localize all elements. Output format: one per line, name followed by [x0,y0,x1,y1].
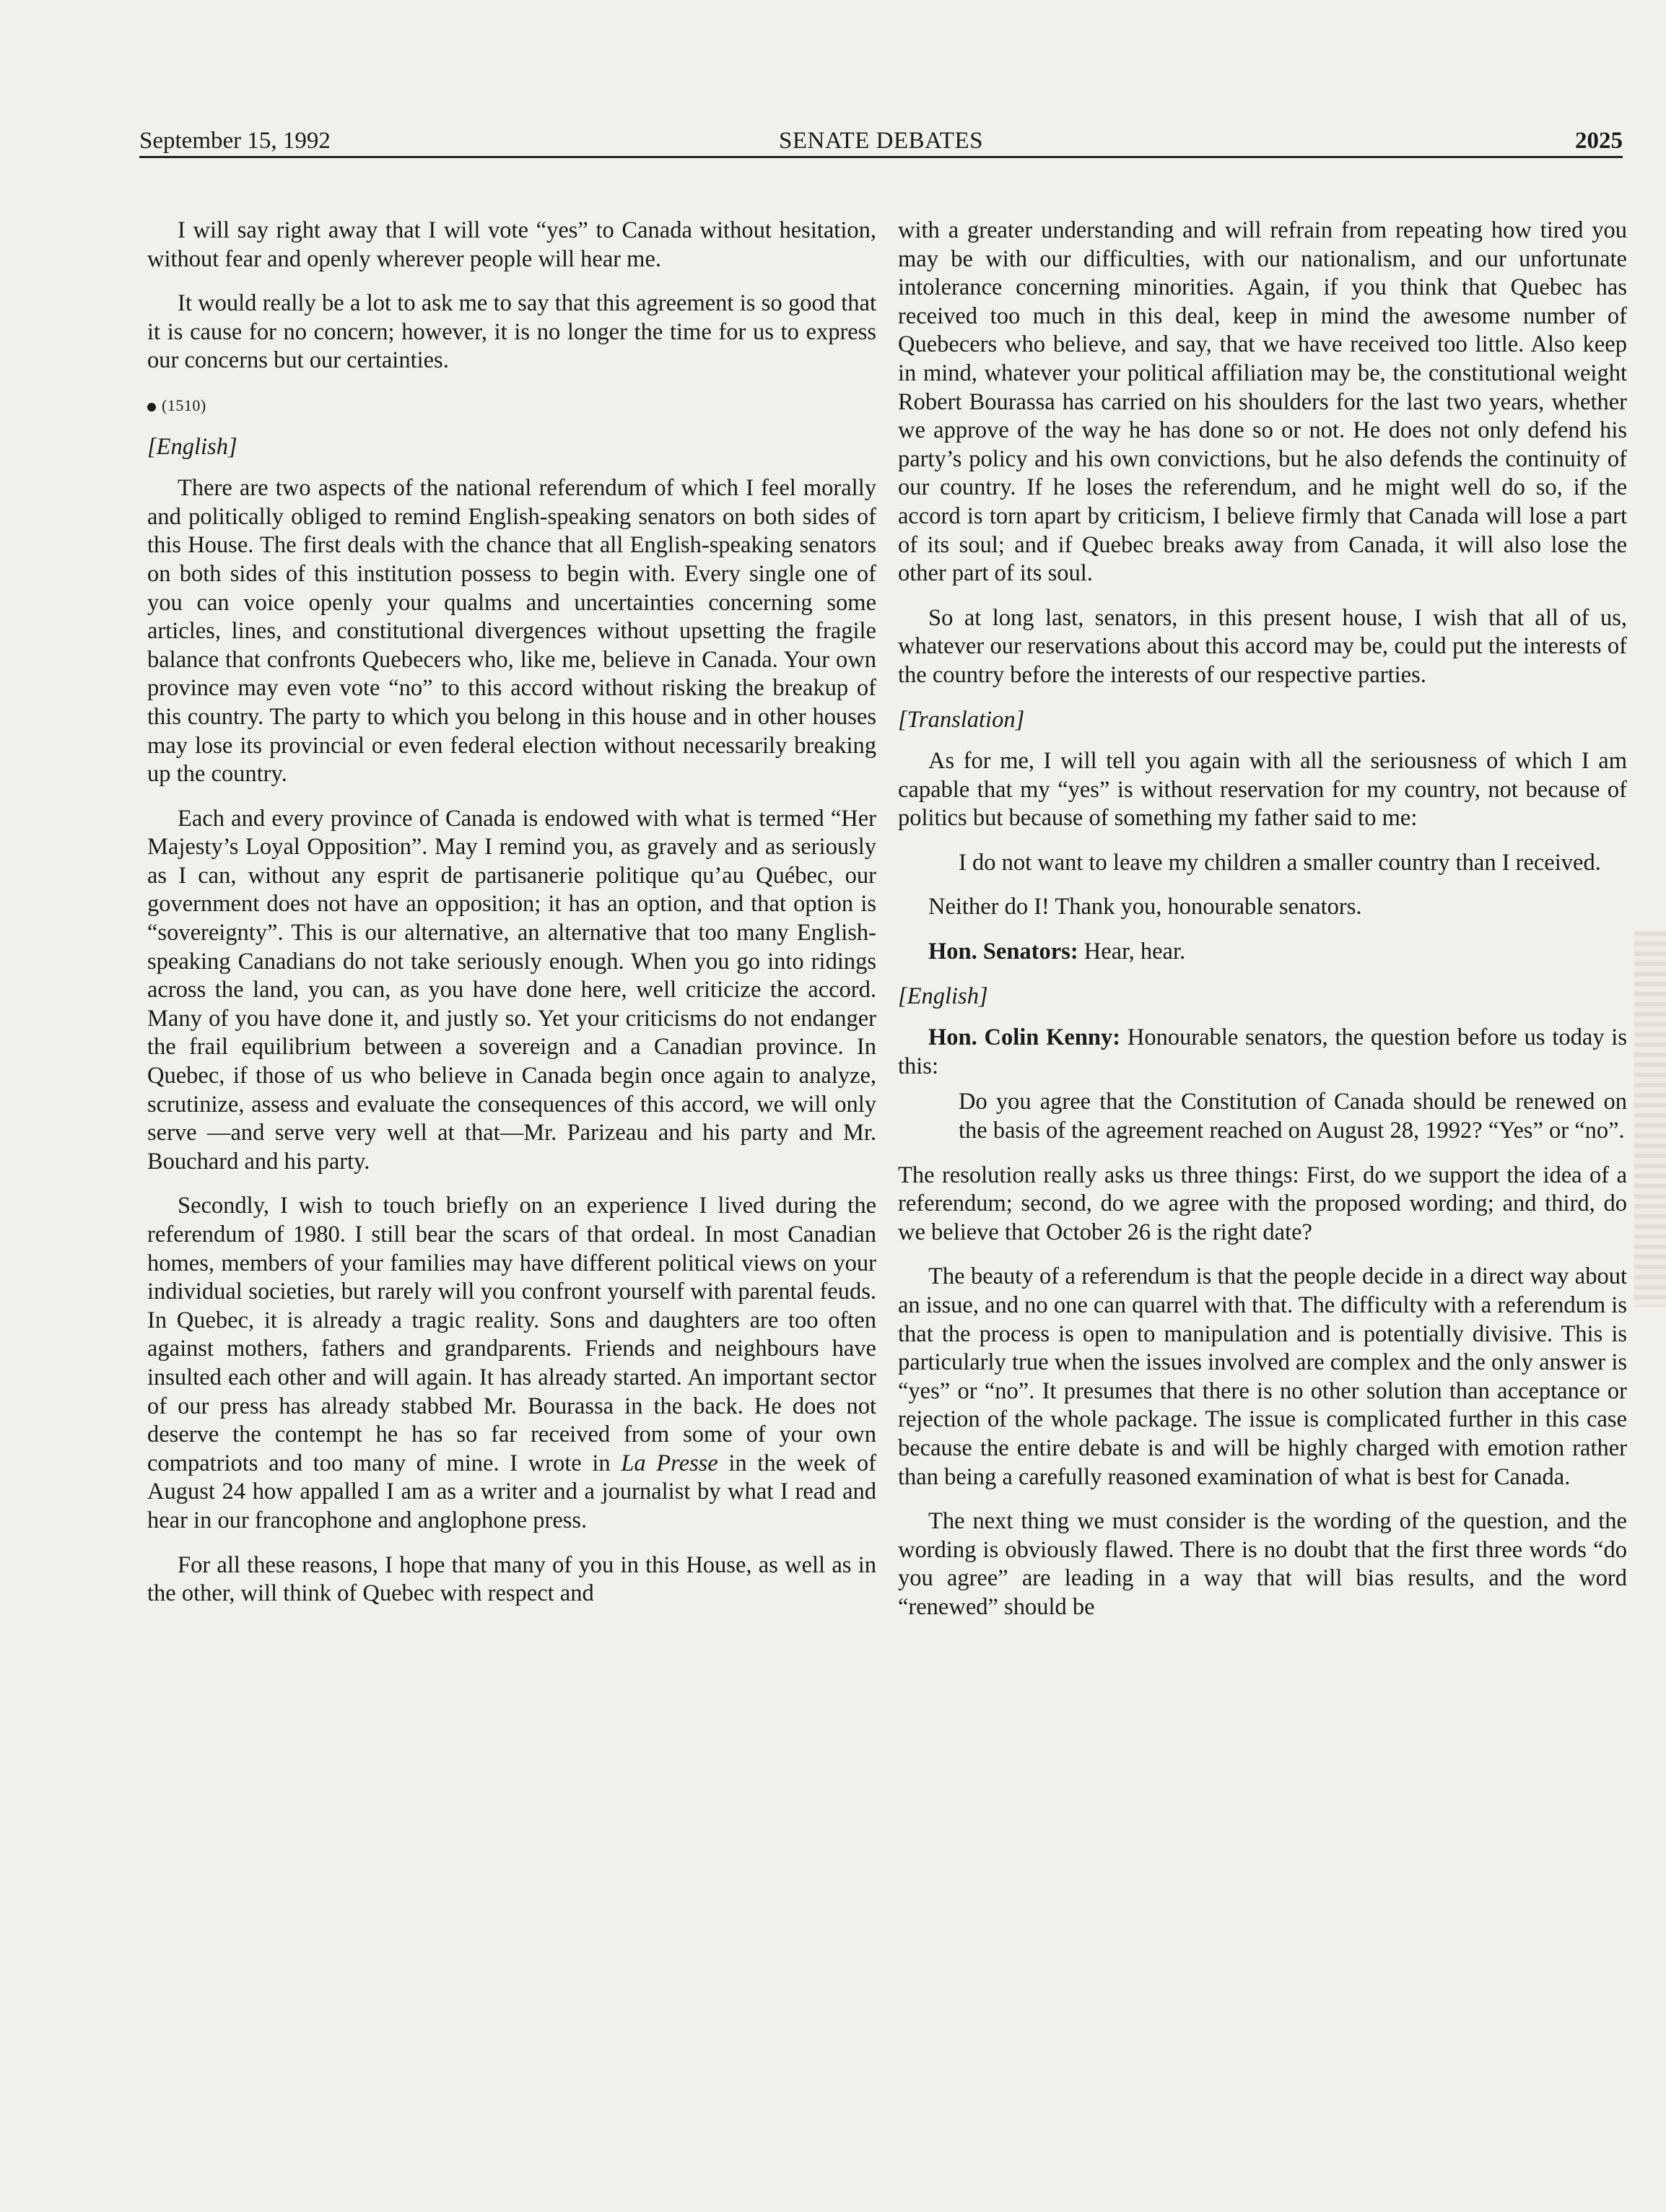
paragraph: For all these reasons, I hope that many of you in this House, as well as in the other, will think of Quebec with respect and [147,1551,876,1607]
block-quote: Do you agree that the Constitution of Canada should be renewed on the basis of the agreement reached on August 28, 1992? “Yes” or “no”. [959,1089,1627,1144]
speaker-name: Hon. Colin Kenny: [928,1024,1121,1051]
speaker-line [898,1024,1627,1081]
language-tag: [English] [147,433,237,460]
publication-name: La Presse [621,1450,718,1476]
header-rule [139,156,1623,158]
time-marker [147,391,876,420]
page-header [139,124,1623,157]
block-quote: I do not want to leave my children a smaller country than I received. [959,849,1601,876]
paragraph: As for me, I will tell you again with all the seriousness of which I am capable that my “yes” is without reservation for my country, not because of politics but because of something my father said to me: [898,748,1627,832]
paragraph: The next thing we must consider is the wording of the question, and the wording is obviously flawed. There is no doubt that the first three words “do you agree” are leading in a way that will bias results, and the word “renewed” should be [898,1508,1627,1620]
page-number: 2025 [1575,128,1623,154]
speaker-text: Honourable senators, the question before us today is this: [898,1024,1627,1079]
binding-edge [1634,931,1666,1307]
speaker-name: Hon. Senators: [928,939,1078,965]
paragraph: The resolution really asks us three things: First, do we support the idea of a referendum; second, do we agree with the proposed wording; and third, do we believe that October 26 is the right date? [898,1162,1627,1245]
language-tag: [Translation] [898,706,1025,733]
paragraph: The beauty of a referendum is that the people decide in a direct way about an issue, and no one can quarrel with that. The difficulty with a referendum is that the process is open to manipulation and is potentially divisive. This is particularly true when the issues involved are complex and the only answer is “yes” or “no”. It presumes that there is no other solution than acceptance or rejection of the whole package. The issue is complicated further in this case because the entire debate is and will be highly charged with emotion rather than being a carefully reasoned examination of what is best for Canada. [898,1263,1627,1490]
paragraph: So at long last, senators, in this present house, I wish that all of us, whatever our reservations about this accord may be, could put the interests of the country before the interests of our respective parties. [898,604,1627,688]
paragraph: It would really be a lot to ask me to say that this agreement is so good that it is cause for no concern; however, it is no longer the time for us to express our concerns but our certainties. [147,290,876,374]
paragraph: with a greater understanding and will refrain from repeating how tired you may be with our difficulties, with our nationalism, and our unfortunate intolerance concerning minorities. Again, if you think that Quebec has received too much in this deal, keep in mind the awesome number of Quebecers who believe, and say, that we have received too little. Also keep in mind, whatever your political affiliation may be, the constitutional weight Robert Bourassa has carried on his shoulders for the last two years, whether we approve of the way he has done so or not. He does not only defend his party’s policy and his own convictions, but he also defends the continuity of our country. If he loses the referendum, and he might well do so, if the accord is torn apart by criticism, I believe firmly that Canada will lose a part of its soul; and if Quebec breaks away from Canada, it will also lose the other part of its soul. [898,217,1627,587]
speaker-line [898,938,1627,967]
language-tag: [English] [898,983,988,1009]
left-column [147,217,876,1624]
paragraph: I will say right away that I will vote “yes” to Canada without hesitation, without fear and openly wherever people will hear me. [147,217,876,272]
right-column [898,217,1627,1638]
bullet-icon [147,403,156,412]
header-title: SENATE DEBATES [779,128,983,154]
speaker-text: Hear, hear. [1083,939,1186,965]
paragraph-text: Secondly, I wish to touch briefly on an experience I lived during the referendum of 1980. I still bear the scars of that ordeal. In most Canadian homes, members of your families may have different political views on your individual societies, but rarely will you confront yourself with parental feuds. In Quebec, it is already a tragic reality. Sons and daughters are too often against mothers, fathers and grandparents. Friends and neighbours have insulted each other and will again. It has already started. An important sector of our press has already stabbed Mr. Bourassa in the back. He does not deserve the contempt he has so far received from some of your own compatriots and too many of mine. I wrote in [147,1193,876,1476]
header-date: September 15, 1992 [139,128,331,154]
paragraph: There are two aspects of the national referendum of which I feel morally and politically obliged to remind English-speaking senators on both sides of this House. The first deals with the chance that all English-speaking senators on both sides of this institution possess to begin with. Every single one of you can voice openly your qualms and uncertainties concerning some articles, lines, and constitutional divergences without upsetting the fragile balance that confronts Quebecers who, like me, believe in Canada. Your own province may even vote “no” to this accord without risking the breakup of this country. The party to which you belong in this house and in other houses may lose its provincial or even federal election without necessarily breaking up the country. [147,475,876,788]
paragraph: Each and every province of Canada is endowed with what is termed “Her Majesty’s Loyal Opposition”. May I remind you, as gravely and as seriously as I can, without any esprit de partisanerie politique qu’au Québec, our government does not have an opposition; it has an option, and that option is “sovereignty”. This is our alternative, an alternative that too many English-speaking Canadians do not take seriously enough. When you go into ridings across the land, you can, as you have done here, well criticize the accord. Many of you have done it, and justly so. Yet your criticisms do not endanger the frail equilibrium between a sovereign and a Canadian province. In Quebec, if those of us who believe in Canada begin once again to analyze, scrutinize, assess and evaluate the consequences of this accord, we will only serve —and serve very well at that—Mr. Parizeau and his party and Mr. Bouchard and his party. [147,805,876,1175]
paragraph: Neither do I! Thank you, honourable senators. [928,894,1362,920]
paragraph-text: in the week of August 24 how appalled I am as a writer and a journalist by what I read and hear in our francophone and anglophone press. [147,1450,877,1533]
time-marker-label: (1510) [162,396,206,414]
paragraph [147,1192,876,1535]
